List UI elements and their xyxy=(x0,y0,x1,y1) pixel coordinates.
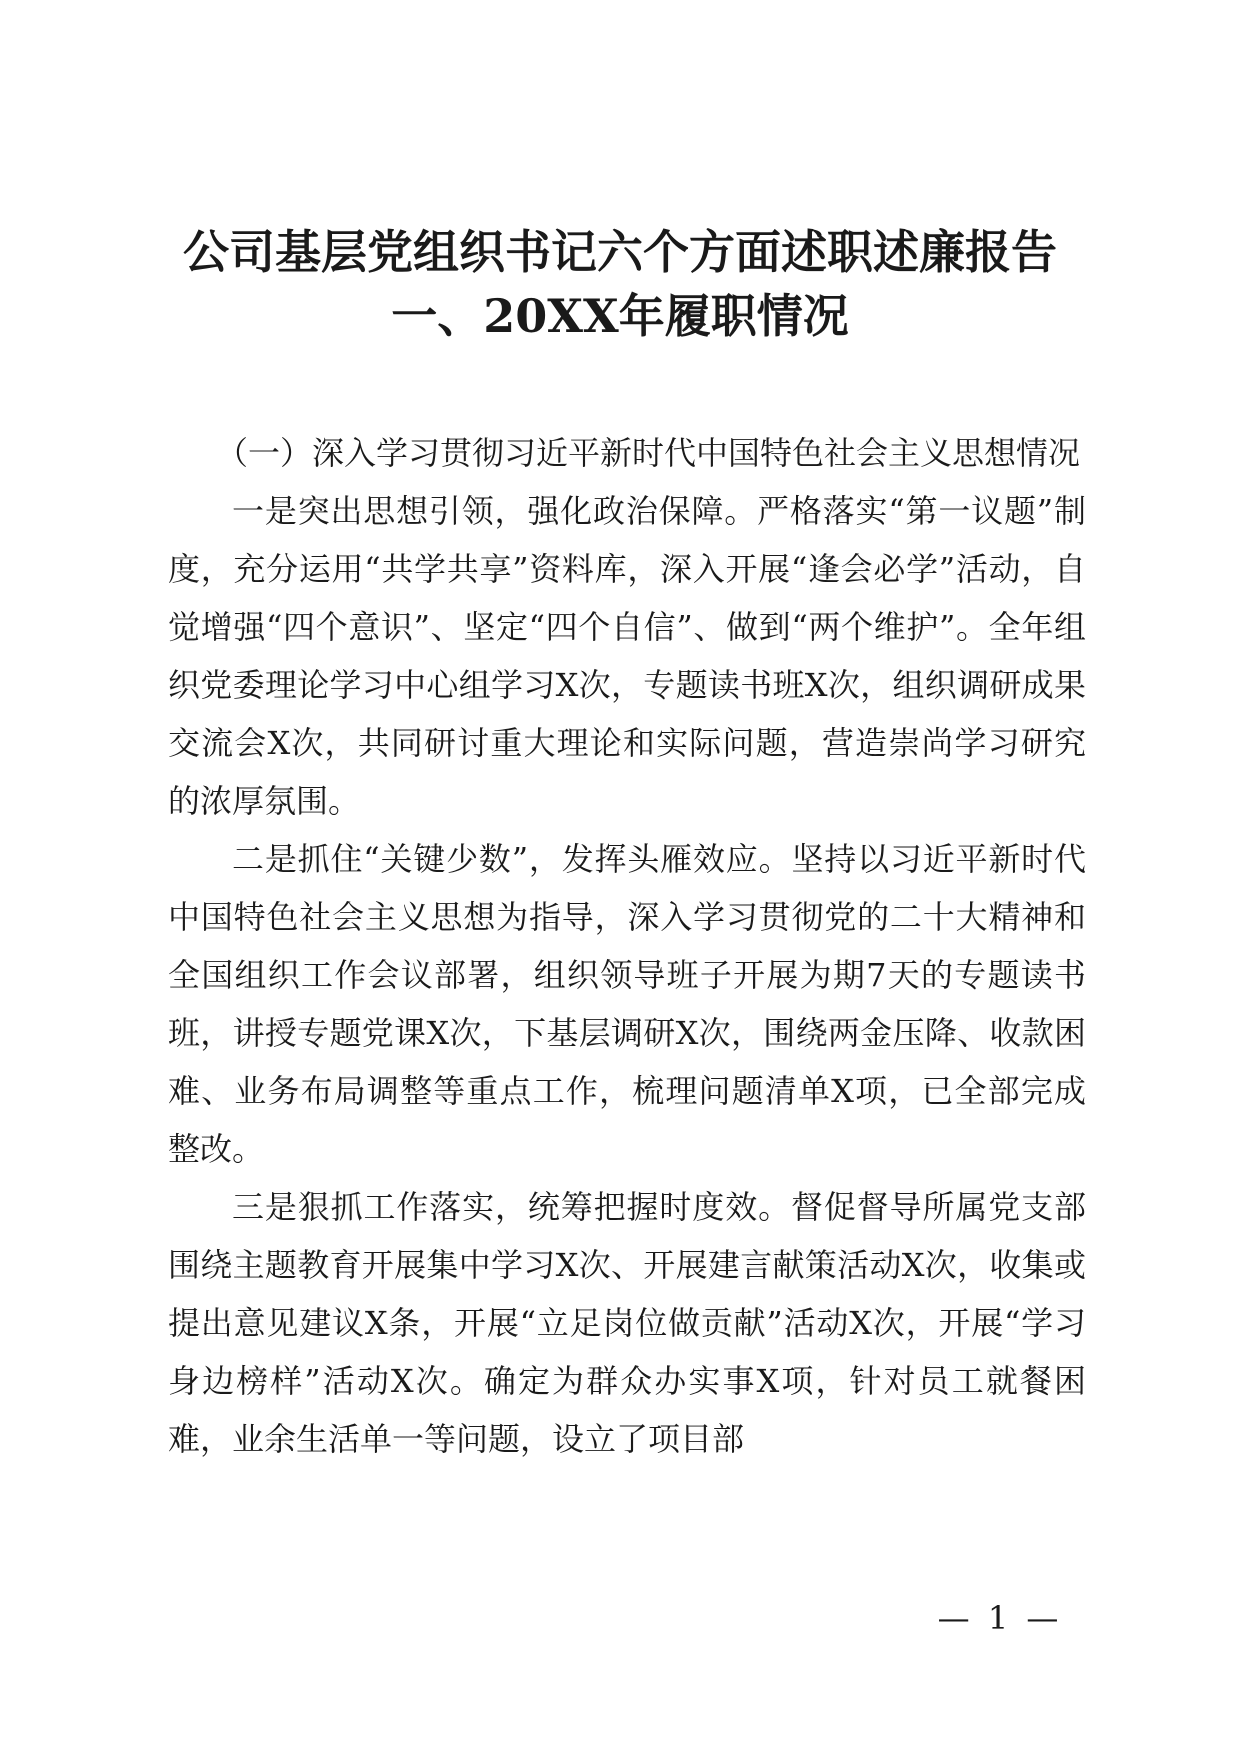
paragraph-1: 一是突出思想引领，强化政治保障。严格落实“第一议题”制度，充分运用“共学共享”资料库，深入开展“逢会必学”活动，自觉增强“四个意识”、坚定“四个自信”、做到“两个维护”。全年组织党委理论学习中心组学习X次，专题读书班X次，组织调研成果交流会X次，共同研讨重大理论和实际问题，营造崇尚学习研究的浓厚氛围。 xyxy=(168,492,1086,820)
document-body xyxy=(168,424,1086,1468)
paragraph-3: 三是狠抓工作落实，统筹把握时度效。督促督导所属党支部围绕主题教育开展集中学习X次、开展建言献策活动X次，收集或提出意见建议X条，开展“立足岗位做贡献”活动X次，开展“学习身边榜样”活动X次。确定为群众办实事X项，针对员工就餐困难，业余生活单一等问题，设立了项目部 xyxy=(168,1188,1086,1458)
paragraph-2: 二是抓住“关键少数”，发挥头雁效应。坚持以习近平新时代中国特色社会主义思想为指导，深入学习贯彻党的二十大精神和全国组织工作会议部署，组织领导班子开展为期7天的专题读书班，讲授专题党课X次，下基层调研X次，围绕两金压降、收款困难、业务布局调整等重点工作，梳理问题清单X项，已全部完成整改。 xyxy=(168,840,1086,1168)
section-heading: 一、20XX年履职情况 xyxy=(391,289,849,343)
subsection-heading: （一）深入学习贯彻习近平新时代中国特色社会主义思想情况 xyxy=(216,434,1081,472)
document-title: 公司基层党组织书记六个方面述职述廉报告 xyxy=(183,225,1057,279)
page-number: — 1 — xyxy=(937,1599,1063,1637)
